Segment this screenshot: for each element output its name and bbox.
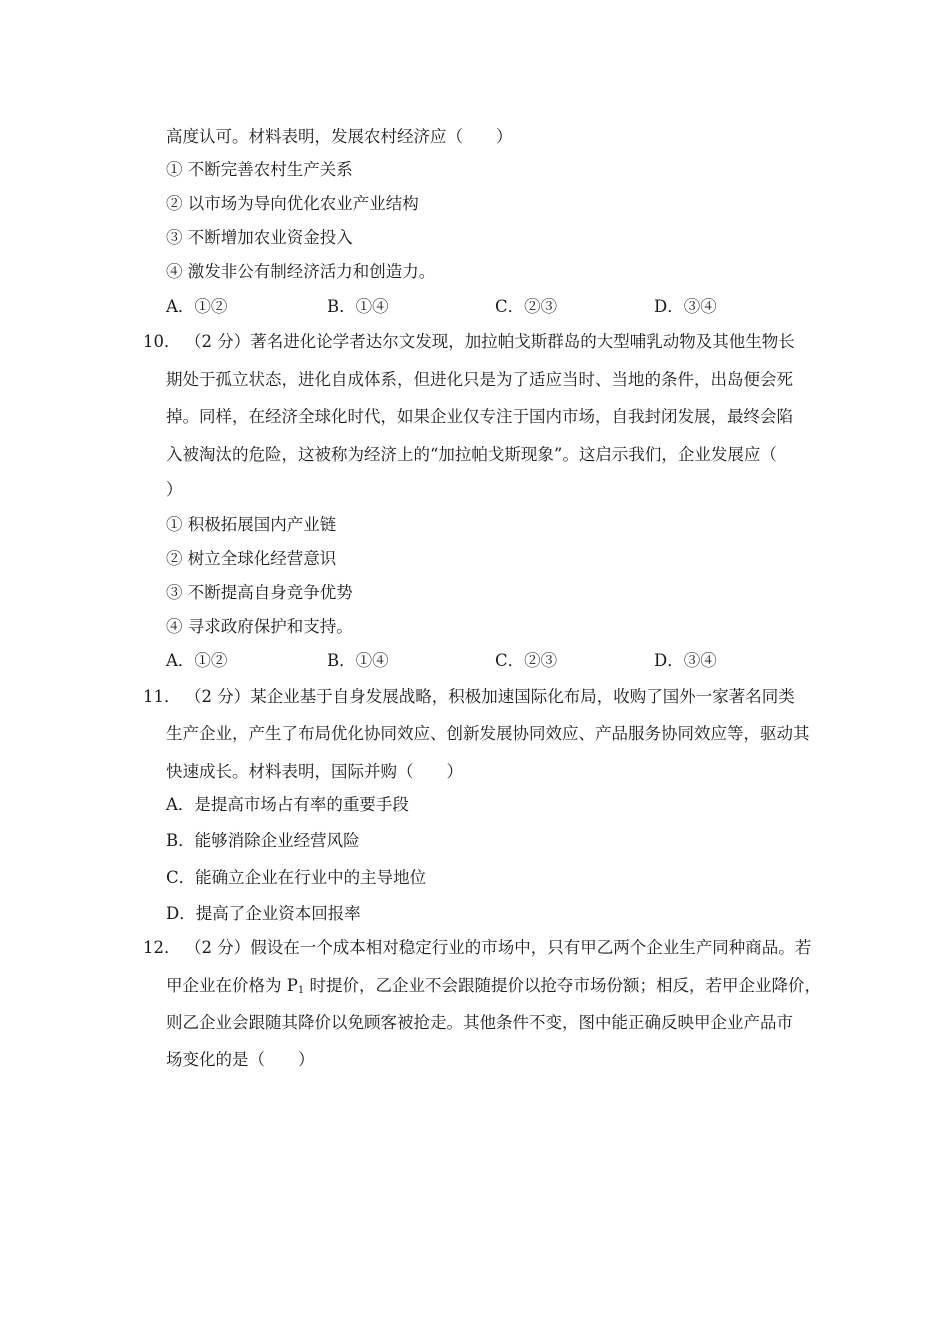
q10-line-2: 期处于孤立状态，进化自成体系，但进化只是为了适应当时、当地的条件，出岛便会死 [166,370,793,389]
q10-option-b: B．①④ [327,651,389,670]
q9-option-b: B．①④ [327,297,389,316]
q12-line-2-pre: 甲企业在价格为 P [166,976,298,995]
q10-option-d: D．③④ [654,651,717,670]
q11-option-a: A．是提高市场占有率的重要手段 [166,795,409,814]
q12-line-2-post: 时提价，乙企业不会跟随提价以抢夺市场份额；相反，若甲企业降价， [304,976,821,995]
q10-line-5: ） [166,480,183,499]
q12-number: 12． [143,938,181,957]
q10-number: 10． [143,332,181,351]
q10-option-c: C．②③ [495,651,558,670]
q10-line-3: 掉。同样，在经济全球化时代，如果企业仅专注于国内市场，自我封闭发展，最终会陷 [166,407,793,426]
q10-line-4: 入被淘汰的危险，这被称为经济上的“加拉帕戈斯现象”。这启示我们，企业发展应（ [166,445,777,464]
q10-option-a: A．①② [166,651,228,670]
q12-line-3: 则乙企业会跟随其降价以免顾客被抢走。其他条件不变，图中能正确反映甲企业产品市 [166,1013,793,1032]
q9-item-1: ① 不断完善农村生产关系 [166,160,353,179]
q12-price-subscript: 1 [297,985,305,996]
q11-line-3: 快速成长。材料表明，国际并购（ ） [166,762,463,781]
q12-line-1: （2 分）假设在一个成本相对稳定行业的市场中，只有甲乙两个企业生产同种商品。若 [185,938,812,957]
q11-option-c: C．能确立企业在行业中的主导地位 [166,868,427,887]
q12-line-2 [166,976,821,1001]
q11-line-1: （2 分）某企业基于自身发展战略，积极加速国际化布局，收购了国外一家著名同类 [185,687,795,706]
q9-option-d: D．③④ [654,297,717,316]
q10-item-4: ④ 寻求政府保护和支持。 [166,617,353,636]
q10-line-1: （2 分）著名进化论学者达尔文发现，加拉帕戈斯群岛的大型哺乳动物及其他生物长 [185,332,795,351]
q10-item-3: ③ 不断提高自身竞争优势 [166,583,353,602]
q9-option-a: A．①② [166,297,228,316]
q10-item-2: ② 树立全球化经营意识 [166,549,337,568]
q11-line-2: 生产企业，产生了布局优化协同效应、创新发展协同效应、产品服务协同效应等，驱动其 [166,724,810,743]
q11-option-d: D．提高了企业资本回报率 [166,904,361,923]
q12-line-4: 场变化的是（ ） [166,1050,315,1069]
q10-item-1: ① 积极拓展国内产业链 [166,515,337,534]
q11-number: 11． [143,687,181,706]
q9-item-3: ③ 不断增加农业资金投入 [166,228,353,247]
q9-option-c: C．②③ [495,297,558,316]
q9-item-4: ④ 激发非公有制经济活力和创造力。 [166,262,436,281]
q11-option-b: B．能够消除企业经营风险 [166,831,360,850]
q9-stem-tail: 高度认可。材料表明，发展农村经济应（ ） [166,127,513,146]
q9-item-2: ② 以市场为导向优化农业产业结构 [166,194,419,213]
